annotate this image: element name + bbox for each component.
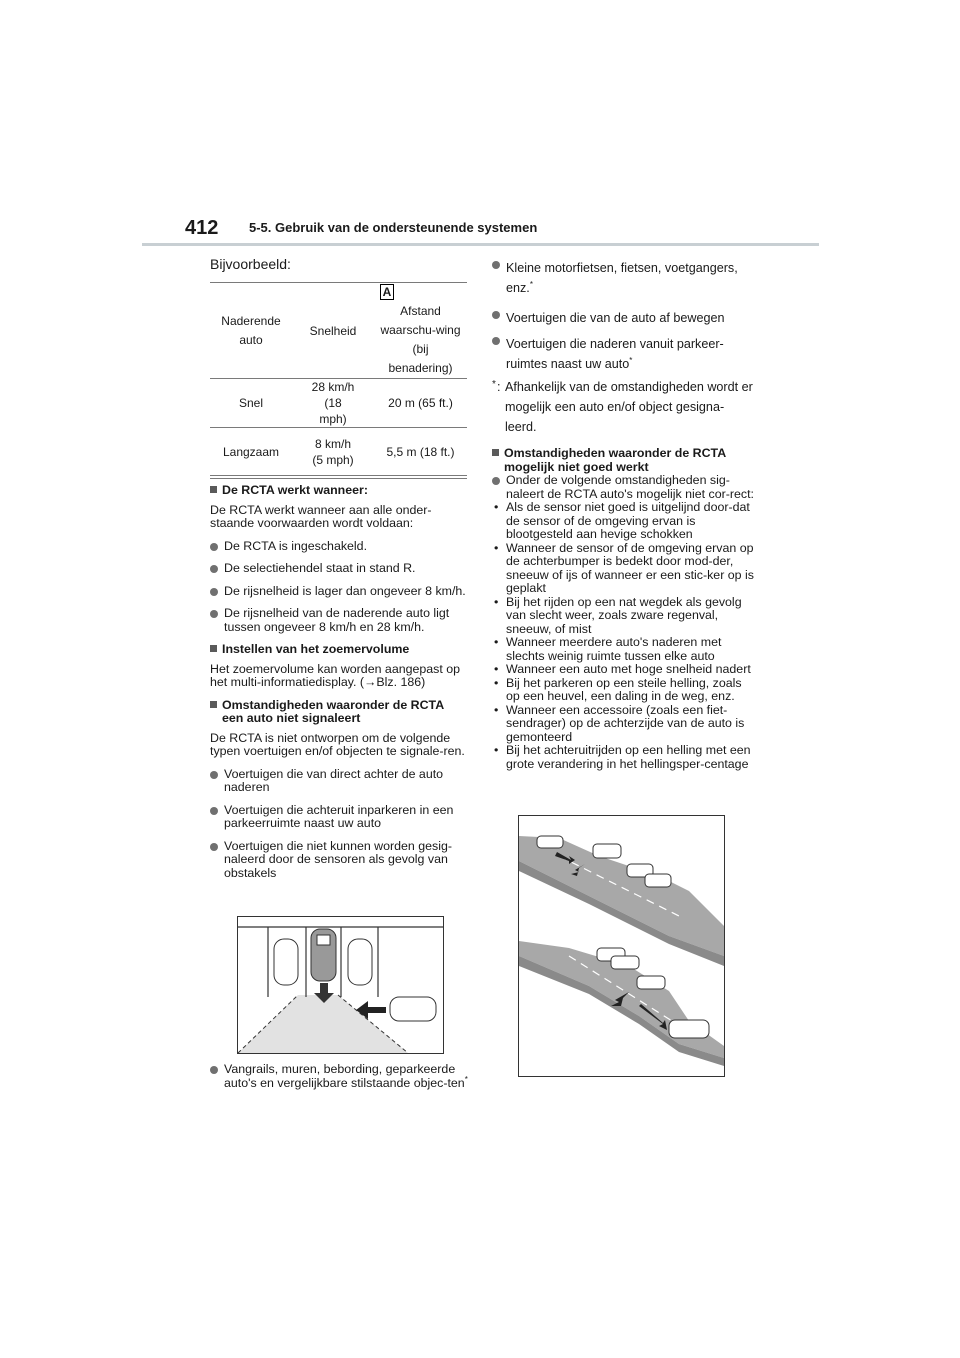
example-label: Bijvoorbeeld:: [210, 256, 291, 272]
section-title-buzzer: Instellen van het zoemervolume: [210, 643, 468, 657]
section-title-malfunction: Omstandigheden waaronder de RCTA mogelijk niet goed werkt: [492, 447, 754, 474]
section-intro: De RCTA werkt wanneer aan alle onder-staande voorwaarden wordt voldaan:: [210, 502, 432, 530]
list-item: • Bij het parkeren op een steile helling, zoals op een heuvel, een daling in de weg, enz.: [492, 677, 754, 704]
table-header-cell: A Afstand waarschu-wing (bij benadering): [374, 283, 467, 379]
header-rule: [142, 243, 819, 246]
list-item: Voertuigen die van direct achter de auto naderen: [210, 768, 468, 795]
list-item: • Als de sensor niet goed is uitgelijnd door-dat de sensor of de omgeving ervan is blootgesteld aan hevige schokken: [492, 501, 754, 542]
section-title-not-detected: Omstandigheden waaronder de RCTA een auto niet signaleert: [210, 699, 468, 726]
list-item: • Bij het achteruitrijden op een helling met een grote verandering in het hellingsper-centage: [492, 744, 754, 771]
list-item: De rijsnelheid is lager dan ongeveer 8 km/h.: [210, 585, 468, 599]
table-header-cell: Snelheid: [292, 283, 374, 379]
page-number: 412: [185, 217, 219, 239]
list-item: Voertuigen die naderen vanuit parkeer-ruimtes naast uw auto*: [492, 334, 754, 374]
table-row: Snel 28 km/h (18 mph) 20 m (65 ft.): [210, 379, 467, 428]
list-item: • Wanneer meerdere auto's naderen met slechts weinig ruimte tussen elke auto: [492, 636, 754, 663]
list-item: • Wanneer een accessoire (zoals een fiet-sendrager) op de achterzijde van de auto is gemonteerd: [492, 704, 754, 745]
marker-a: A: [380, 284, 394, 300]
divider: [210, 478, 467, 479]
section-intro: De RCTA is niet ontworpen om de volgende typen voertuigen en/of objecten te signale-ren.: [210, 730, 465, 758]
list-item: Voertuigen die van de auto af bewegen: [492, 308, 754, 328]
list-item: • Wanneer de sensor of de omgeving ervan op de achterbumper is bedekt door mod-der, sneeuw of ijs of wanneer er een stic-ker op is geplakt: [492, 542, 754, 596]
left-body: [210, 484, 468, 880]
slope-illustration: [518, 815, 725, 1077]
list-item: Vangrails, muren, bebording, geparkeerde auto's en vergelijkbare stilstaande objec-ten*: [210, 1063, 481, 1090]
list-item: De selectiehendel staat in stand R.: [210, 562, 468, 576]
list-item: Kleine motorfietsen, fietsen, voetgangers, enz.*: [492, 258, 754, 298]
chapter-title: 5-5. Gebruik van de ondersteunende systemen: [249, 220, 538, 235]
parking-illustration: [237, 916, 444, 1054]
section-intro: Onder de volgende omstandigheden sig-naleert de RCTA auto's mogelijk niet cor-rect:: [492, 474, 754, 501]
speed-table: [210, 282, 467, 476]
list-item: De RCTA is ingeschakeld.: [210, 540, 468, 554]
list-item: • Wanneer een auto met hoge snelheid nadert: [492, 663, 754, 677]
table-header-cell: Naderende auto: [210, 283, 292, 379]
section-text: Het zoemervolume kan worden aangepast op het multi-informatiedisplay. (→Blz. 186): [210, 661, 461, 689]
table-row: Langzaam 8 km/h (5 mph) 5,5 m (18 ft.): [210, 428, 467, 476]
list-item: De rijsnelheid van de naderende auto ligt tussen ongeveer 8 km/h en 28 km/h.: [210, 607, 468, 634]
section-title-rcta-works: De RCTA werkt wanneer:: [210, 484, 468, 498]
footnote: * : Afhankelijk van de omstandigheden wordt er mogelijk een auto en/of object gesigna-leerd.: [492, 379, 753, 434]
list-item: • Bij het rijden op een nat wegdek als gevolg van slecht weer, zoals zware regenval, sneeuw, of mist: [492, 596, 754, 637]
list-item: Voertuigen die niet kunnen worden gesig-naleerd door de sensoren als gevolg van obstakels: [210, 840, 468, 881]
right-body: [492, 258, 754, 771]
list-item: Voertuigen die achteruit inparkeren in een parkeerruimte naast uw auto: [210, 804, 468, 831]
